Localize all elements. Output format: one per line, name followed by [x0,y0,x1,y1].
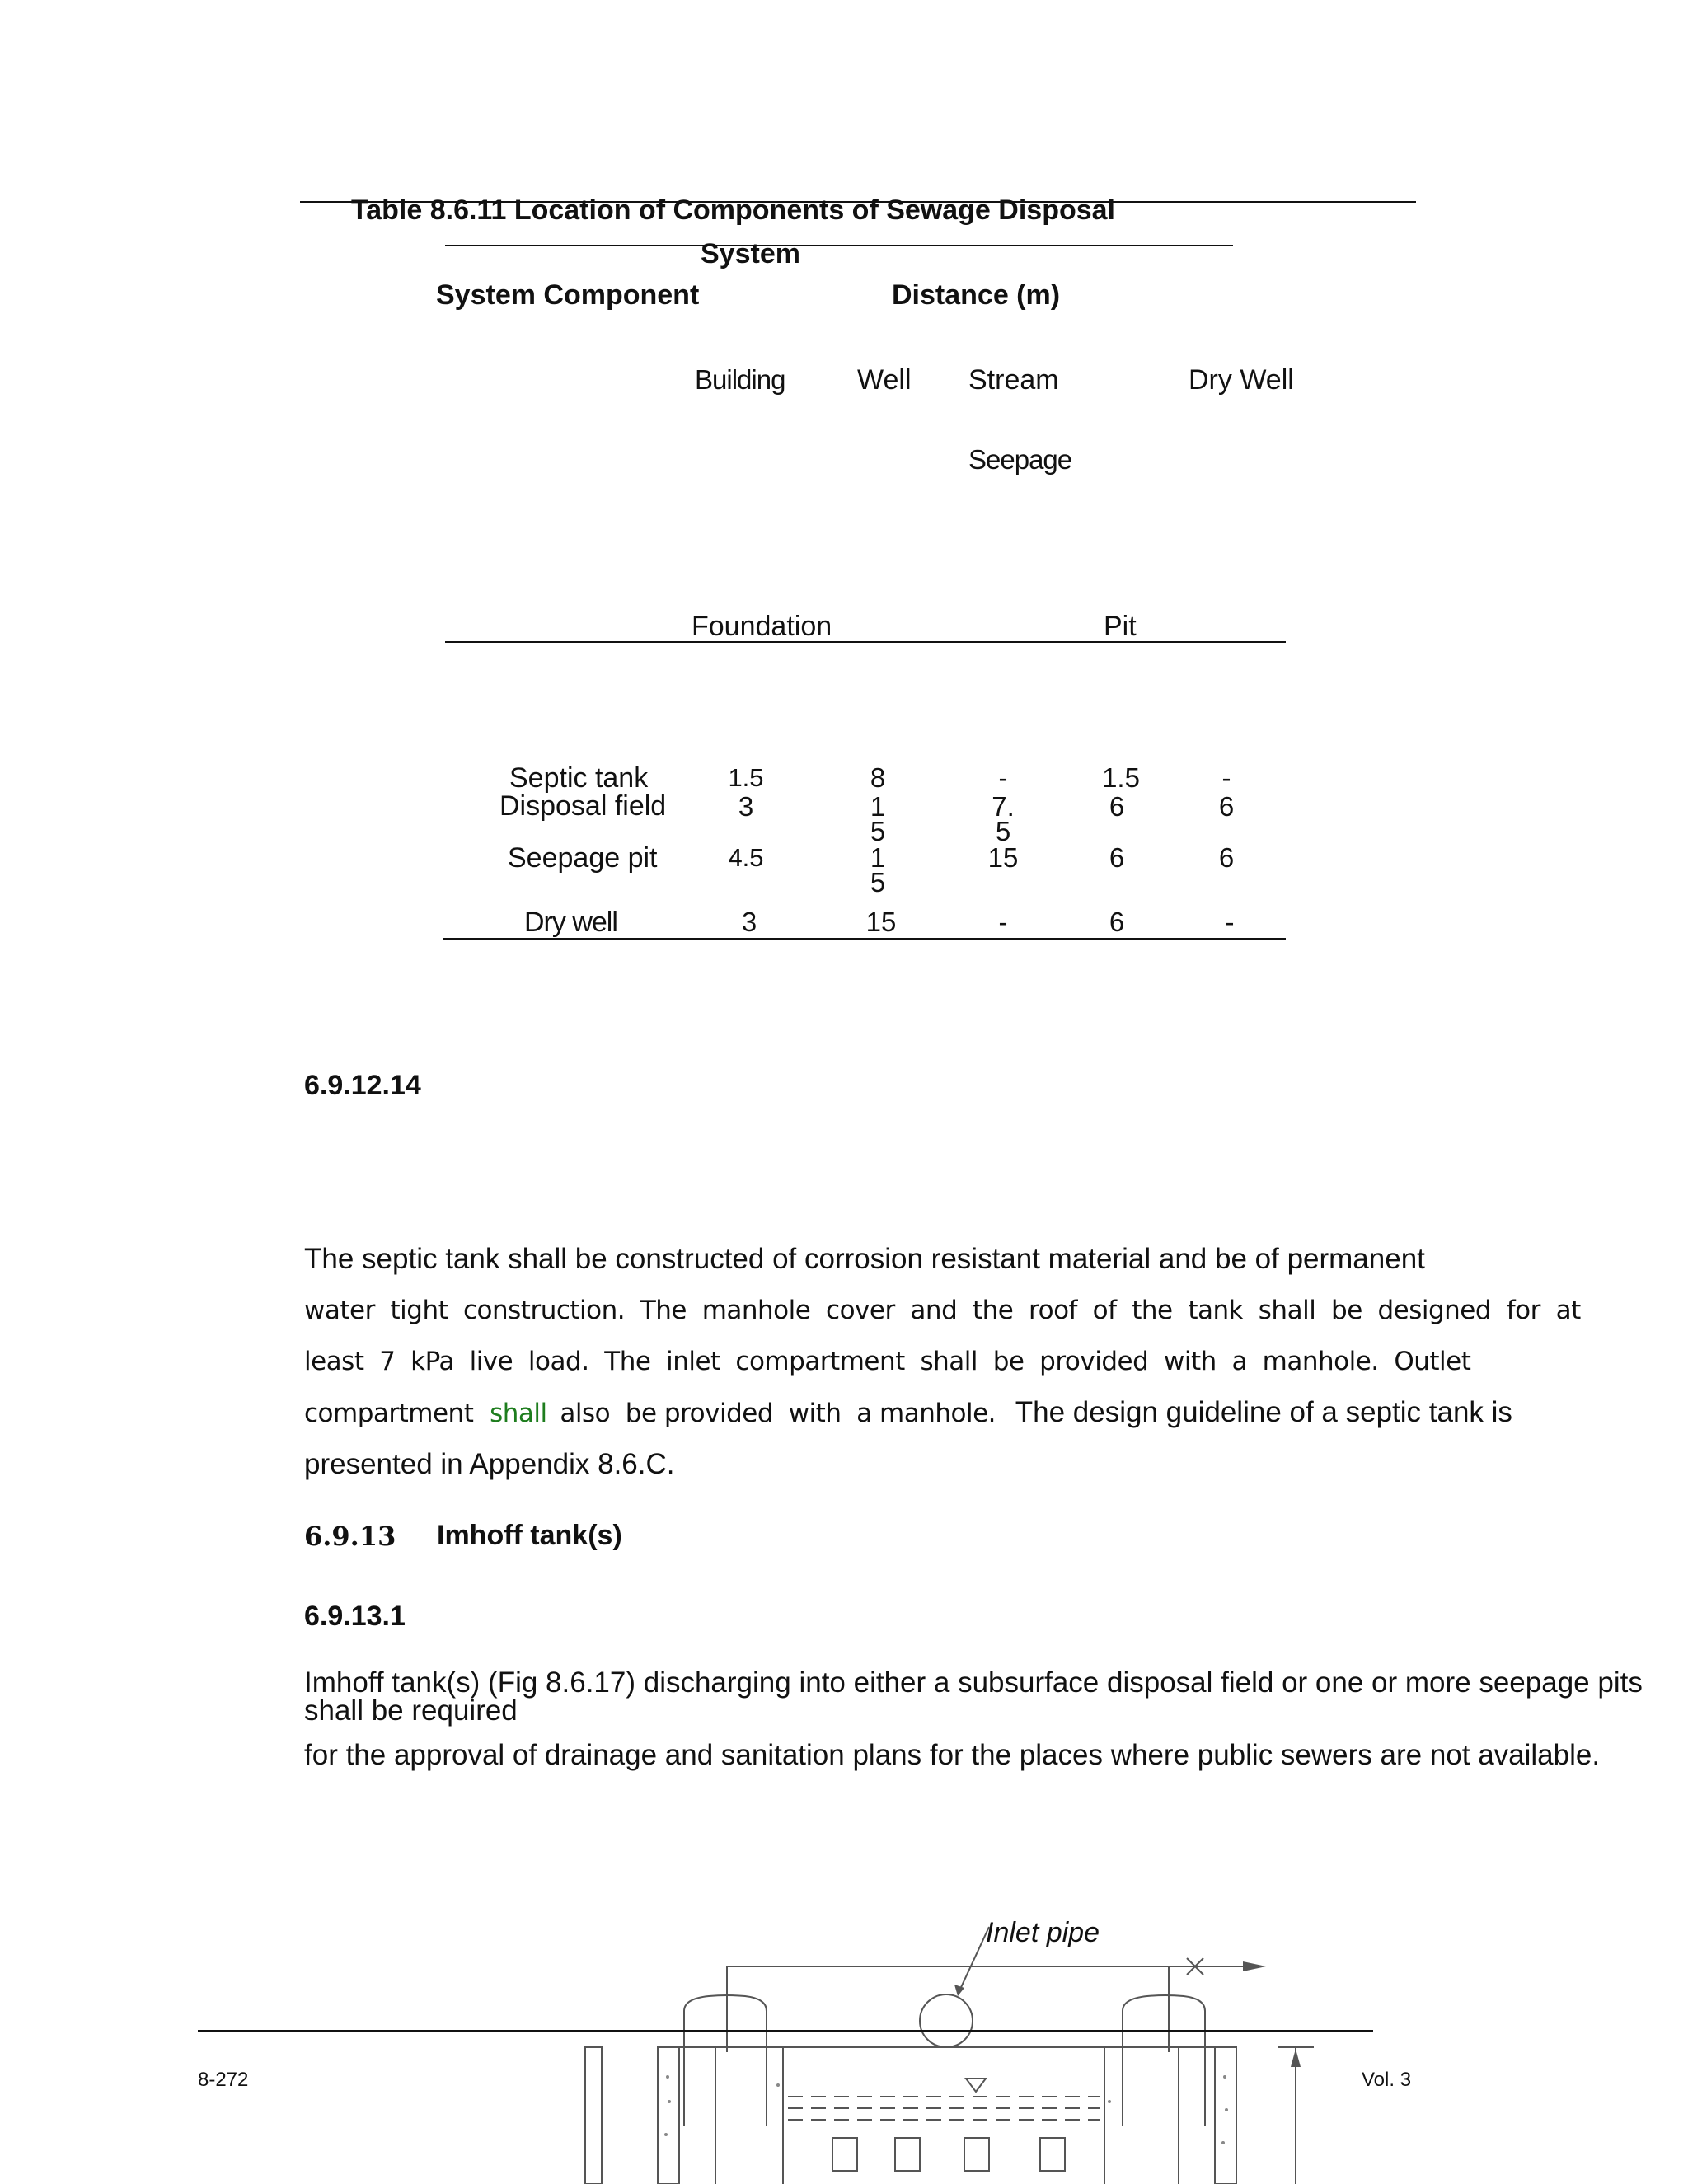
paragraph-line: least 7 kPa live load. The inlet compartment shall be provided with a manhole. Outlet [304,1347,1471,1376]
paragraph-line [304,1387,1512,1439]
table-caption-line1: Table 8.6.11 Location of Components of Sewage Disposal [351,194,1115,226]
footer-rule [198,2030,1373,2032]
paragraph-imhoff-line2: shall be required [304,1694,518,1727]
header-seepage: Seepage [968,444,1072,475]
table-cell: 15 [987,842,1019,873]
section-title-imhoff-tanks: Imhoff tank(s) [437,1520,622,1551]
paragraph-line: water tight construction. The manhole cover and the roof of the tank shall be designed for at [304,1296,1581,1325]
header-distance: Distance (m) [892,279,1061,311]
table-cell: 1.5 [1102,762,1140,793]
footer-volume: Vol. 3 [1362,2069,1412,2091]
table-cell: 7. 5 [992,791,1015,846]
row-label-disposal-field: Disposal field [499,790,667,822]
paragraph-imhoff-line3: for the approval of drainage and sanitation plans for the places where public sewers are not available. [304,1739,1601,1771]
table-cell: - [1221,762,1231,793]
paragraph-fragment: compartment [304,1399,474,1428]
table-caption-line2: System [701,238,800,269]
table-cell: 6 [1218,791,1235,822]
section-number-6-9-13: 6.9.13 [304,1521,396,1552]
table-cell: - [998,907,1008,937]
table-bottom-rule [443,938,1286,940]
paragraph-line: The septic tank shall be constructed of corrosion resistant material and be of permanent [304,1243,1425,1275]
header-well: Well [857,364,912,396]
table-cell: - [1225,907,1235,937]
row-label-seepage-pit: Seepage pit [508,842,658,874]
header-foundation: Foundation [692,611,832,642]
row-label-dry-well: Dry well [524,907,617,938]
paragraph-fragment-highlight: shall [490,1399,547,1428]
table-cell: 6 [1109,791,1125,822]
table-cell: 6 [1109,907,1125,937]
table-cell: 8 [870,762,886,793]
table-cell: 6 [1218,842,1235,873]
paragraph-fragment: The design guideline of a septic tank is [1015,1396,1512,1428]
table-header-rule [445,641,1286,643]
paragraph-fragment: also be provided with a manhole. [560,1399,996,1428]
table-cell: 3 [741,907,757,937]
table-cell: 1 5 [870,842,886,898]
table-cell: 6 [1109,842,1125,873]
table-cell: 1.5 [728,763,764,792]
table-cell: 1 5 [870,791,886,846]
row-label-septic-tank: Septic tank [509,762,649,794]
header-dry-well: Dry Well [1189,364,1294,396]
table-caption-rule [445,245,1233,246]
footer-page-number: 8-272 [198,2069,249,2091]
figure-label-inlet-pipe: Inlet pipe [986,1917,1100,1948]
header-building: Building [695,364,785,395]
imhoff-tank-figure [0,1854,1688,2184]
header-stream: Stream [968,364,1059,396]
paragraph-line: presented in Appendix 8.6.C. [304,1448,675,1480]
table-cell: - [998,762,1008,793]
header-system-component: System Component [436,279,700,311]
paragraph-septic-tank [304,1234,1581,1490]
table-cell: 15 [865,907,897,937]
header-pit: Pit [1104,611,1137,642]
section-number-6-9-13-1: 6.9.13.1 [304,1601,406,1632]
section-number-6-9-12-14: 6.9.12.14 [304,1070,421,1101]
table-cell: 4.5 [728,843,764,872]
paragraph-imhoff-line1: Imhoff tank(s) (Fig 8.6.17) discharging into either a subsurface disposal field or one or more seepage pits [304,1666,1643,1699]
table-cell: 3 [738,791,754,822]
